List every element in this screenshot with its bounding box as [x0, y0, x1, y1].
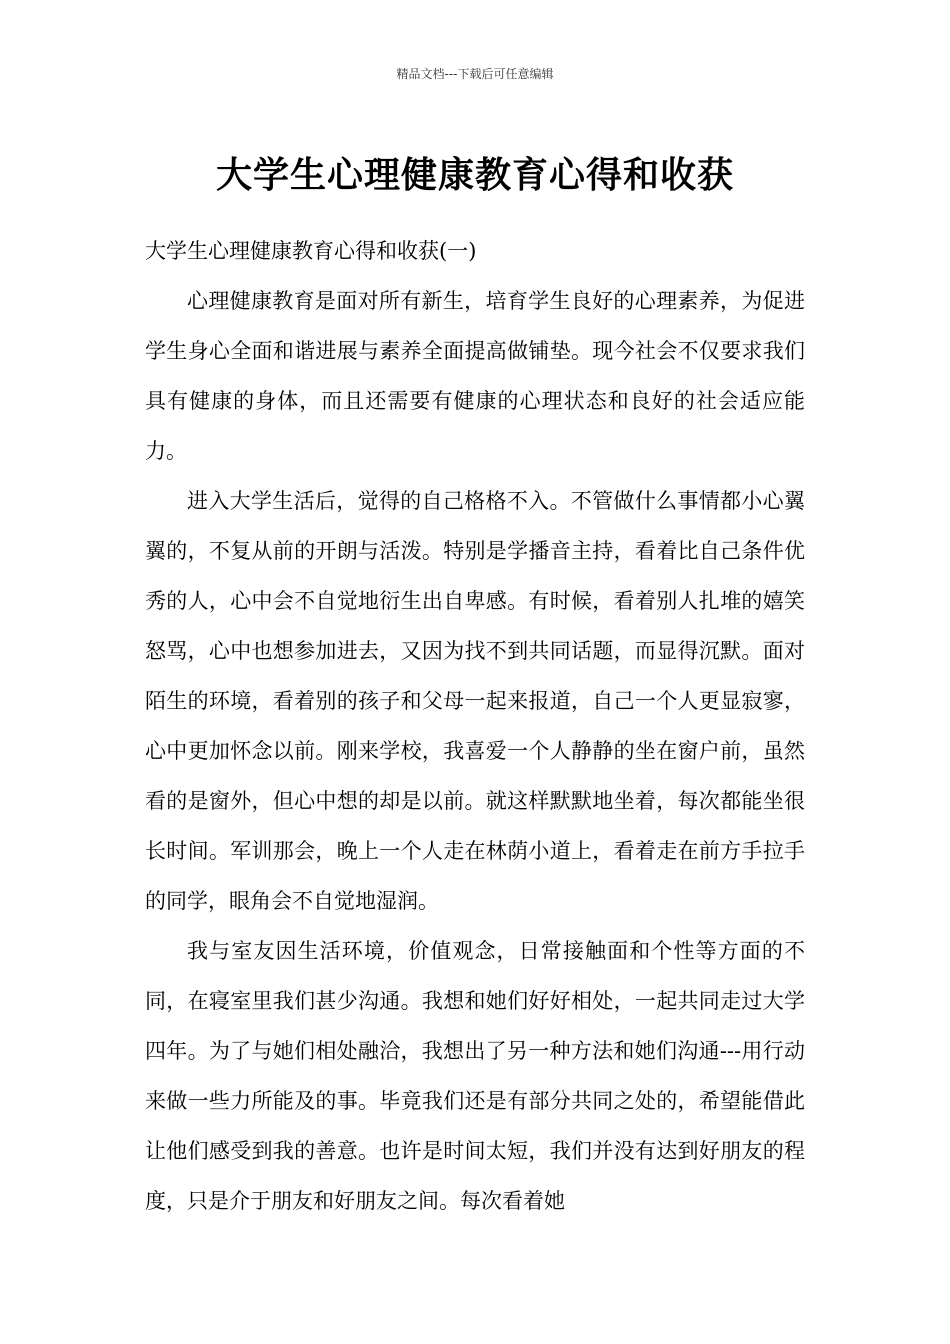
document-body — [145, 226, 805, 1226]
document-title: 大学生心理健康教育心得和收获 — [215, 155, 734, 197]
header-note: 精品文档---下载后可任意编辑 — [396, 67, 554, 81]
paragraph-3: 我与室友因生活环境，价值观念，日常接触面和个性等方面的不同，在寝室里我们甚少沟通。我想和她们好好相处，一起共同走过大学四年。为了与她们相处融洽，我想出了另一种方法和她们沟通---用行动来做一些力所能及的事。毕竟我们还是有部分共同之处的，希望能借此让他们感受到我的善意。也许是时间太短，我们并没有达到好朋友的程度，只是介于朋友和好朋友之间。每次看着她 — [145, 939, 805, 1213]
paragraph-2: 进入大学生活后，觉得的自己格格不入。不管做什么事情都小心翼翼的，不复从前的开朗与活泼。特别是学播音主持，看着比自己条件优秀的人，心中会不自觉地衍生出自卑感。有时候，看着别人扎堆的嬉笑怒骂，心中也想参加进去，又因为找不到共同话题，而显得沉默。面对陌生的环境，看着别的孩子和父母一起来报道，自己一个人更显寂寥，心中更加怀念以前。刚来学校，我喜爱一个人静静的坐在窗户前，虽然看的是窗外，但心中想的却是以前。就这样默默地坐着，每次都能坐很长时间。军训那会，晚上一个人走在林荫小道上，看着走在前方手拉手的同学，眼角会不自觉地湿润。 — [145, 489, 805, 913]
section-heading: 大学生心理健康教育心得和收获(一) — [145, 239, 477, 263]
paragraph-1: 心理健康教育是面对所有新生，培育学生良好的心理素养，为促进学生身心全面和谐进展与素养全面提高做铺垫。现今社会不仅要求我们具有健康的身体，而且还需要有健康的心理状态和良好的社会适应能力。 — [145, 289, 805, 463]
